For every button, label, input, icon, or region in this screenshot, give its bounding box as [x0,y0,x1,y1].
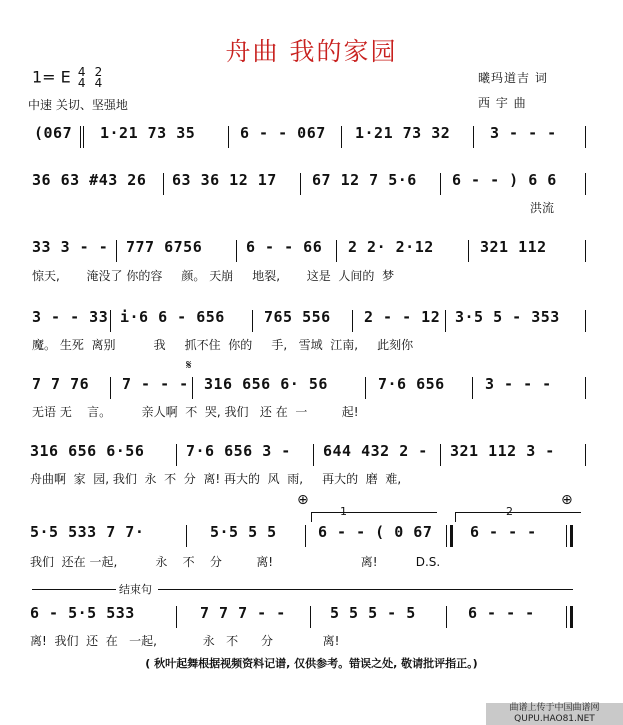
measure: 33 3 - - [32,238,109,256]
measure: 1·21 73 32 [355,124,451,142]
second-ending-label: 2 [506,505,513,518]
measure: 7·6 656 [378,375,445,393]
measure: 321 112 [480,238,547,256]
measure: 321 112 3 - [450,442,555,460]
measure: 7 7 76 [32,375,90,393]
measure: 3 - - 33 [32,308,109,326]
first-ending-label: 1 [340,505,347,518]
measure: 7 7 7 - - [200,604,286,622]
score-row-2 [0,171,623,199]
score-row-3 [0,238,623,266]
measure: 5·5 5 5 [210,523,277,541]
coda-sign: ⊕ [561,492,573,508]
score-row-7 [0,523,623,551]
measure: 5·5 533 7 7· [30,523,145,541]
measure: (067 [34,124,73,142]
segno-sign: 𝄋 [186,358,192,373]
score-row-1 [0,124,623,152]
measure: 644 432 2 - [323,442,428,460]
lyric-line-8: 离! 我们 还 在 一起, 永 不 分 离! [30,634,340,648]
measure: 3·5 5 - 353 [455,308,560,326]
measure: 67 12 7 5·6 [312,171,417,189]
lyric-line-2: 洪流 [530,201,555,215]
footnote: ( 秋叶起舞根据视频资料记谱, 仅供参考。错误之处, 敬请批评指正。) [145,657,478,670]
measure: 7 - - - [122,375,189,393]
measure: 316 656 6·56 [30,442,145,460]
song-title: 舟曲 我的家园 [225,37,398,66]
measure: 316 656 6· 56 [204,375,328,393]
composer-credit: 西 宇 曲 [478,96,527,110]
measure: 6 - - ( 0 67 [318,523,433,541]
lyric-line-3: 惊天, 淹没了 你的容 颜。 天崩 地裂, 这是 人间的 梦 [32,269,395,283]
score-row-8 [0,604,623,632]
measure: 6 - 5·5 533 [30,604,135,622]
watermark-line-1: 曲谱上传于中国曲谱网 [509,703,600,713]
measure: 777 6756 [126,238,203,256]
measure: 36 63 #43 26 [32,171,147,189]
lyric-line-5: 无语 无 言。 亲人啊 不 哭, 我们 还 在 一 起! [32,405,359,419]
measure: 63 36 12 17 [172,171,277,189]
measure: 3 - - - [490,124,557,142]
measure: i·6 6 - 656 [120,308,225,326]
measure: 2 2· 2·12 [348,238,434,256]
score-row-5 [0,375,623,403]
measure: 2 - - 12 [364,308,441,326]
lyricist-credit: 曦玛道吉 词 [478,71,548,85]
measure: 6 - - - [468,604,535,622]
time-signature-4-4: 4 4 [77,65,86,90]
score-row-6 [0,442,623,470]
time-signature-2-4: 2 4 [94,65,103,90]
measure: 5 5 5 - 5 [330,604,416,622]
key-signature [32,67,102,89]
measure: 765 556 [264,308,331,326]
measure: 6 - - - [470,523,537,541]
measure: 7·6 656 3 - [186,442,291,460]
measure: 1·21 73 35 [100,124,196,142]
measure: 6 - - 66 [246,238,323,256]
measure: 6 - - ) 6 6 [452,171,557,189]
measure: 3 - - - [485,375,552,393]
site-watermark [486,703,623,725]
watermark-line-2: QUPU.HAO81.NET [514,714,595,724]
score-row-4 [0,308,623,336]
measure: 6 - - 067 [240,124,326,142]
coda-sign: ⊕ [297,492,309,508]
key-label: 1= E [32,67,71,87]
tempo-marking: 中速 关切、坚强地 [28,98,128,112]
end-phrase-label: 结束句 [119,583,152,596]
lyric-line-4: 魔。 生死 离别 我 抓不住 你的 手, 雪域 江南, 此刻你 [32,338,414,352]
lyric-line-7: 我们 还在 一起, 永 不 分 离! 离! D.S. [30,555,441,569]
lyric-line-6: 舟曲啊 家 园, 我们 永 不 分 离! 再大的 风 雨, 再大的 磨 难, [30,472,402,486]
